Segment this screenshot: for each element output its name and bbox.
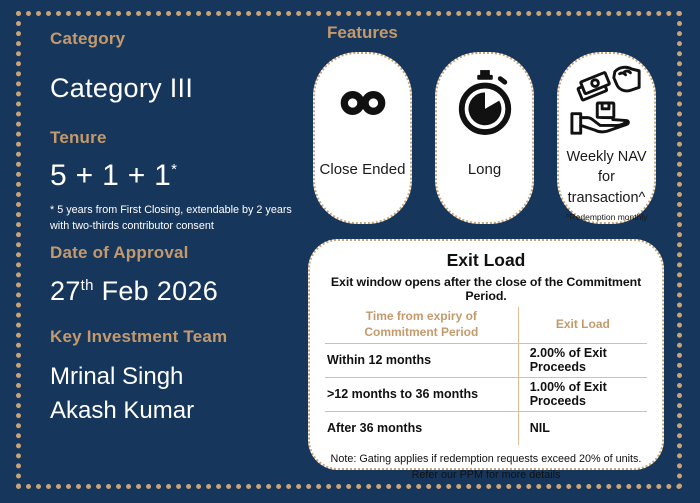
exit-load-card [308,239,664,481]
tenure-asterisk: * [171,161,178,178]
feature-card-close-ended [313,52,412,224]
exit-row3-load: NIL [529,421,550,436]
exit-table-row-3 [325,411,647,445]
exit-row3-period: After 36 months [325,411,518,445]
approval-value [50,276,218,307]
tenure-value [50,159,177,193]
feature-card-weekly-nav [557,52,656,224]
team-member-2: Akash Kumar [50,397,195,425]
exit-load-title: Exit Load [446,250,526,270]
feature-label-close-ended: Close Ended [319,161,406,179]
infinity-icon [336,61,390,145]
exit-table-row-2 [325,377,647,411]
approval-rest: Feb 2026 [93,276,219,306]
approval-day: 27 [50,276,81,306]
feature-label-long: Long [467,161,502,179]
team-names [50,360,194,428]
exit-row1-period: Within 12 months [325,343,518,377]
team-member-1: Mrinal Singh [50,363,184,390]
tenure-label: Tenure [50,128,107,147]
exit-note-line1: Note: Gating applies if redemption requests exceed 20% of units. [330,453,642,465]
stopwatch-icon [454,61,516,145]
features-row [313,52,656,224]
exit-row1-load: 2.00% of Exit Proceeds [518,343,647,377]
exit-table-row-1 [325,343,647,377]
tenure-value-text: 5 + 1 + 1 [50,159,172,192]
exit-note-line2: Refer our PPM for more details [411,468,561,481]
exit-load-subtitle: Exit window opens after the close of the Commitment Period. [330,275,642,303]
exit-table-header-row [325,307,647,343]
approval-day-suffix: th [80,277,94,294]
exit-load-note [325,452,647,483]
tenure-footnote-line1: * 5 years from First Closing, extendable by 2 years [50,204,292,216]
feature-sublabel-redemption: ^Redemption monthly [565,211,648,222]
exit-load-table [325,307,647,445]
approval-label: Date of Approval [50,243,189,262]
exit-table-header-load: Exit Load [518,307,647,343]
category-label: Category [50,29,126,48]
exit-table-header-period: Time from expiry of Commitment Period [325,307,518,343]
category-value: Category III [50,73,194,103]
tenure-footnote-line2: with two-thirds contributor consent [50,220,214,233]
team-label: Key Investment Team [50,327,228,346]
features-title: Features [327,23,398,42]
feature-label-weekly-nav: Weekly NAV for transaction^ [566,149,647,206]
exit-row2-period: >12 months to 36 months [325,377,518,411]
feature-card-long [435,52,534,224]
cash-hand-icon [569,61,645,145]
exit-row2-load: 1.00% of Exit Proceeds [518,377,647,411]
tenure-footnote [50,202,292,234]
